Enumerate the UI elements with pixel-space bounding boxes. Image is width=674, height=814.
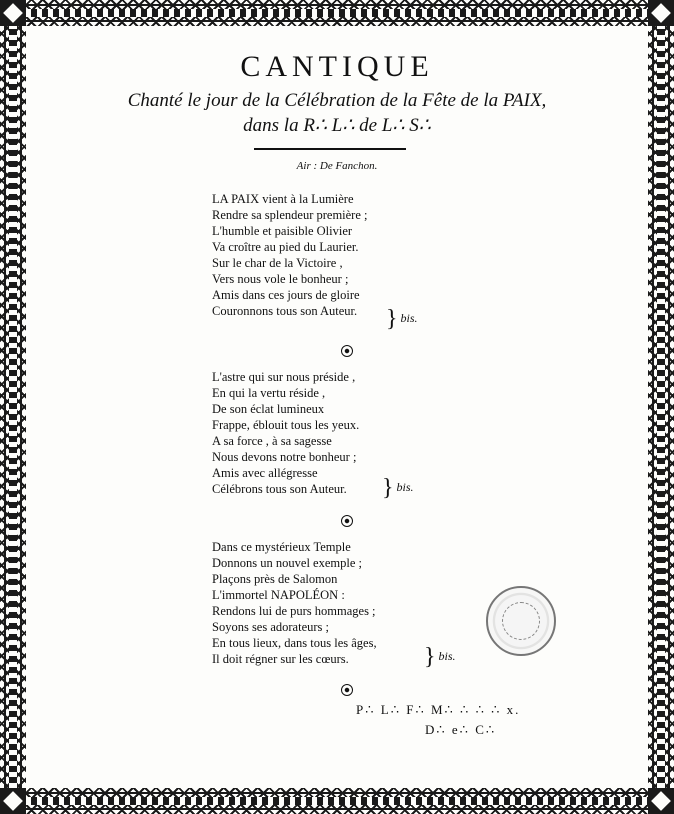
border-corner xyxy=(648,0,674,26)
subtitle-line-1: Chanté le jour de la Célébration de la Fête de la PAIX, xyxy=(127,90,547,111)
verse-line: Amis avec allégresse xyxy=(212,466,318,480)
verse-line: L'astre qui sur nous préside , xyxy=(212,370,356,384)
verse-line: Dans ce mystérieux Temple xyxy=(212,540,351,554)
brace-glyph: } xyxy=(382,475,394,501)
signature-line-1: P∴ L∴ F∴ M∴ ∴ ∴ ∴ x. xyxy=(356,702,521,717)
bis-label: bis. xyxy=(438,648,456,663)
fleuron-icon xyxy=(341,515,353,527)
page-title: CANTIQUE xyxy=(240,50,434,83)
fleuron-icon xyxy=(341,345,353,357)
verse-line: En qui la vertu réside , xyxy=(212,386,326,400)
brace-glyph: } xyxy=(424,644,436,670)
repeat-marker xyxy=(424,645,456,669)
verse-line: Frappe, éblouit tous les yeux. xyxy=(212,418,360,432)
border-corner xyxy=(0,788,26,814)
verse-line: Amis dans ces jours de gloire xyxy=(212,288,360,302)
library-stamp-icon xyxy=(486,586,556,656)
verse-line: Plaçons près de Salomon xyxy=(212,572,338,586)
signature-line-2: D∴ e∴ C∴ xyxy=(425,722,497,737)
air-label: Air : De Fanchon. xyxy=(296,160,378,172)
repeat-marker xyxy=(382,476,414,500)
verse-line: Couronnons tous son Auteur. xyxy=(212,304,358,318)
verse-line: Donnons un nouvel exemple ; xyxy=(212,556,362,570)
border-corner xyxy=(648,788,674,814)
verse-line: Va croître au pied du Laurier. xyxy=(212,240,359,254)
bis-label: bis. xyxy=(400,310,418,325)
repeat-marker xyxy=(386,307,418,331)
verse-line: Rendons lui de purs hommages ; xyxy=(212,604,376,618)
bis-label: bis. xyxy=(396,479,414,494)
ornamental-border-bottom xyxy=(0,788,674,814)
stanza-1 xyxy=(212,191,368,319)
verse-line: Célébrons tous son Auteur. xyxy=(212,482,347,496)
stanza-3 xyxy=(212,539,377,667)
verse-line: Nous devons notre bonheur ; xyxy=(212,450,357,464)
verse-line: LA PAIX vient à la Lumière xyxy=(212,192,354,206)
verse-line: A sa force , à sa sagesse xyxy=(212,434,332,448)
verse-line: En tous lieux, dans tous les âges, xyxy=(212,636,377,650)
verse-line: Soyons ses adorateurs ; xyxy=(212,620,329,634)
title-rule xyxy=(254,148,406,150)
ornamental-border-top xyxy=(0,0,674,26)
verse-line: Sur le char de la Victoire , xyxy=(212,256,343,270)
stanza-2 xyxy=(212,369,359,497)
verse-line: L'immortel NAPOLÉON : xyxy=(212,588,345,602)
verse-line: Vers nous vole le bonheur ; xyxy=(212,272,349,286)
verse-line: Rendre sa splendeur première ; xyxy=(212,208,368,222)
verse-line: De son éclat lumineux xyxy=(212,402,325,416)
border-corner xyxy=(0,0,26,26)
verse-line: L'humble et paisible Olivier xyxy=(212,224,353,238)
verse-line: Il doit régner sur les cœurs. xyxy=(212,652,349,666)
fleuron-icon xyxy=(341,684,353,696)
subtitle-line-2: dans la R∴ L∴ de L∴ S∴ xyxy=(243,115,431,136)
brace-glyph: } xyxy=(386,306,398,332)
